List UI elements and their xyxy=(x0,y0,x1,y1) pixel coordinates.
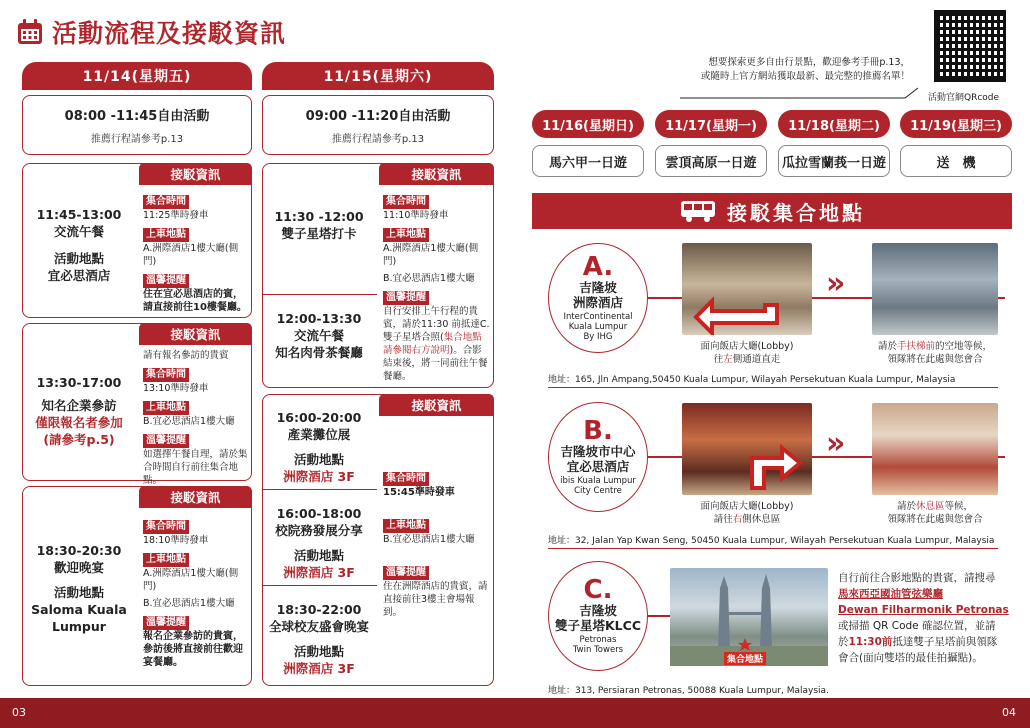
day1-transfer-1 xyxy=(139,163,252,314)
page-number-left: 03 xyxy=(12,706,26,719)
calendar-icon xyxy=(16,18,44,46)
activity-place: 宜必思酒店 xyxy=(47,268,111,283)
location-zh-1: 吉隆坡市中心 xyxy=(560,444,636,459)
reminder-text: 報名企業參訪的貴賓，參訪後將直接前往歡迎宴餐廳。 xyxy=(143,631,243,668)
reminder-tag: 溫馨提醒 xyxy=(143,434,189,448)
bus-icon xyxy=(679,199,717,223)
page-title: 活動流程及接駁資訊 xyxy=(52,19,287,48)
divider xyxy=(263,585,377,586)
left-arrow-icon xyxy=(682,243,812,335)
location-zh-2: 宜必思酒店 xyxy=(566,459,630,474)
day1-lunch-block xyxy=(22,163,252,318)
activity-time: 11:30 -12:00 xyxy=(274,209,364,224)
location-a-address: 地址：165, Jln Ampang,50450 Kuala Lumpur, Wilayah Persekutuan Kuala Lumpur, Malaysia xyxy=(548,372,998,388)
instr-line-4: 或掃描 QR Code 確認位置，並請 xyxy=(838,620,996,632)
transfer-header: 接駁資訊 xyxy=(379,163,494,185)
location-a-caption-2: 請於手扶梯前的空地等候， 領隊將在此處與您會合 xyxy=(877,341,993,365)
instr-line-6: 會合(面向雙塔的最佳拍攝點)。 xyxy=(838,652,983,664)
day1-lunch-info xyxy=(23,206,135,284)
trip-airport: 送 機 xyxy=(900,145,1012,177)
lounge-photo xyxy=(872,403,998,495)
reminder-tag: 溫馨提醒 xyxy=(383,291,429,305)
ibis-lobby-photo xyxy=(682,403,812,495)
transfer-header: 接駁資訊 xyxy=(139,323,252,345)
day1-dinner-info xyxy=(23,542,135,635)
transfer-header: 接駁資訊 xyxy=(379,394,494,416)
activity-name: 交流午餐 xyxy=(53,224,104,239)
double-chevron-right-icon: » xyxy=(826,426,846,461)
day1-transfer-3 xyxy=(139,486,252,669)
activity-time: 13:30-17:00 xyxy=(36,375,122,390)
activity-place: Saloma Kuala Lumpur xyxy=(31,602,127,634)
activity-time: 16:00-20:00 xyxy=(276,410,362,425)
day2-gala-info xyxy=(263,601,375,677)
day2-date-header: 11/15(星期六) xyxy=(262,62,494,90)
activity-time: 16:00-18:00 xyxy=(276,506,362,521)
pickup-location-b: B.宜必思酒店1樓大廳 xyxy=(143,598,235,609)
date-1116: 11/16(星期日) xyxy=(532,110,644,138)
day1-dinner-block xyxy=(22,486,252,686)
activity-name: 歡迎晚宴 xyxy=(53,560,104,575)
activity-name: 交流午餐 xyxy=(293,328,344,343)
free-activity-time: 09:00 -11:20自由活動 xyxy=(305,109,451,124)
location-zh-2: 洲際酒店 xyxy=(572,295,623,310)
activity-note-ref: (請參考p.5) xyxy=(43,432,115,447)
activity-name: 知名企業參訪 xyxy=(41,398,117,413)
activity-place: 洲際酒店 3F xyxy=(283,661,355,676)
pickup-location: A.洲際酒店1樓大廳(側門) xyxy=(143,243,239,267)
location-c-address: 地址：313, Persiaran Petronas, 50088 Kuala Lumpur, Malaysia. xyxy=(548,686,829,696)
meeting-time-tag: 集合時間 xyxy=(143,195,189,209)
reminder-text: 自行安排上午行程的貴賓，請於11:30 前抵達C.雙子星塔合照(集合地點請參閱右方說明)。合影結束後，將一同前往午餐餐廳。 xyxy=(383,306,490,382)
location-zh-1: 吉隆坡 xyxy=(579,603,617,618)
day2-lunch-info xyxy=(263,310,375,361)
reminder-text: 如選擇午餐自理，請於集合時間自行前往集合地點。 xyxy=(143,449,248,486)
qr-code-icon[interactable] xyxy=(934,10,1006,82)
activity-name: 校院務發展分享 xyxy=(275,523,363,538)
day2-afternoon-block xyxy=(262,394,494,686)
instr-venue-zh: 馬來西亞國油管弦樂廳 xyxy=(838,588,943,600)
activity-place-label: 活動地點 xyxy=(53,585,104,600)
location-en-2: Kuala Lumpur xyxy=(568,322,628,332)
meeting-time: 18:10準時發車 xyxy=(143,535,209,546)
meeting-time: 15:45準時發車 xyxy=(383,487,455,498)
meeting-point-marker: 集合地點 xyxy=(724,652,766,665)
day1-visit-info xyxy=(23,374,135,448)
day1-free-activity xyxy=(22,95,252,155)
day2-free-activity xyxy=(262,95,494,155)
pickup-tag: 上車地點 xyxy=(143,401,189,415)
location-en-2: City Centre xyxy=(574,486,622,496)
explore-note-line2: 或隨時上官方網站獲取最新、最完整的推薦名單！ xyxy=(700,71,910,82)
pickup-location-a: A.洲際酒店1樓大廳(側門) xyxy=(383,243,479,267)
page-number-right: 04 xyxy=(1002,706,1016,719)
meeting-time: 11:10準時發車 xyxy=(383,210,449,221)
instr-venue-en: Dewan Filharmonik Petronas xyxy=(838,604,1009,616)
activity-place-label: 活動地點 xyxy=(53,251,104,266)
activity-name: 全球校友盛會晚宴 xyxy=(268,619,369,634)
activity-name: 產業攤位展 xyxy=(287,427,351,442)
day2-transfer-2 xyxy=(379,394,494,619)
day2-sharing-info xyxy=(263,505,375,581)
day1-transfer-2 xyxy=(139,323,252,487)
page-footer xyxy=(0,698,1030,728)
trip-genting: 雲頂高原一日遊 xyxy=(655,145,767,177)
pickup-tag: 上車地點 xyxy=(143,228,189,242)
pickup-location-a: A.洲際酒店1樓大廳(側門) xyxy=(143,568,239,592)
location-letter: B. xyxy=(583,416,613,446)
trip-malacca: 馬六甲一日遊 xyxy=(532,145,644,177)
pickup-location: B.宜必思酒店1樓大廳 xyxy=(383,534,475,545)
right-arrow-icon xyxy=(682,403,812,495)
reminder-text: 住在洲際酒店的貴賓，請直接前往3樓主會場報到。 xyxy=(383,581,488,618)
explore-note xyxy=(640,56,910,84)
lobby-photo xyxy=(682,243,812,335)
divider xyxy=(263,489,377,490)
day2-photo-lunch-block xyxy=(262,163,494,388)
day1-visit-block xyxy=(22,323,252,486)
activity-place: 洲際酒店 3F xyxy=(283,469,355,484)
free-activity-ref: 推薦行程請參考p.13 xyxy=(331,134,425,145)
activity-time: 18:30-20:30 xyxy=(36,543,122,558)
double-chevron-right-icon: » xyxy=(826,266,846,301)
location-en-1: InterContinental xyxy=(563,312,633,322)
day2-booth-info xyxy=(263,409,375,485)
free-activity-ref: 推薦行程請參考p.13 xyxy=(90,134,184,145)
note-underline xyxy=(680,86,920,100)
activity-name: 雙子星塔打卡 xyxy=(281,226,357,241)
free-activity-time: 08:00 -11:45自由活動 xyxy=(64,109,210,124)
day1-date-header: 11/14(星期五) xyxy=(22,62,252,90)
location-letter: C. xyxy=(583,575,613,605)
activity-place-label: 活動地點 xyxy=(293,644,344,659)
escalator-photo xyxy=(872,243,998,335)
location-en-3: By IHG xyxy=(583,332,613,342)
meeting-time-tag: 集合時間 xyxy=(143,520,189,534)
date-1118: 11/18(星期二) xyxy=(778,110,890,138)
activity-time: 18:30-22:00 xyxy=(276,602,362,617)
pickup-tag: 上車地點 xyxy=(383,519,429,533)
transfer-header: 接駁資訊 xyxy=(139,163,252,185)
reminder-tag: 溫馨提醒 xyxy=(383,566,429,580)
meeting-time-tag: 集合時間 xyxy=(383,195,429,209)
activity-place: 洲際酒店 3F xyxy=(283,565,355,580)
pickup-locations-header xyxy=(532,193,1012,229)
location-letter: A. xyxy=(582,252,614,282)
instr-line-1: 自行前往合影地點的貴賓，請搜尋 xyxy=(838,572,996,584)
meeting-time-tag: 集合時間 xyxy=(143,368,189,382)
day2-photo-info xyxy=(263,208,375,242)
date-1117: 11/17(星期一) xyxy=(655,110,767,138)
transfer-header: 接駁資訊 xyxy=(139,486,252,508)
location-c-badge xyxy=(548,561,648,671)
reminder-text: 住在宜必思酒店的賓，請直接前往10樓餐廳。 xyxy=(143,289,247,313)
trip-kuala-selangor: 瓜拉雪蘭莪一日遊 xyxy=(778,145,890,177)
activity-place-label: 活動地點 xyxy=(293,452,344,467)
meeting-time: 11:25準時發車 xyxy=(143,210,209,221)
location-c-instructions: 自行前往合影地點的貴賓，請搜尋 馬來西亞國油管弦樂廳 Dewan Filharmonik Petronas 或掃描 QR Code 確認位置，並請 於11:30前抵達雙子星塔前與領隊 會合(面向雙塔的最佳拍攝點)。 xyxy=(838,570,1018,666)
pickup-location: B.宜必思酒店1樓大廳 xyxy=(143,416,235,427)
qr-label: 活動官網QRcode xyxy=(928,93,1000,103)
day2-transfer-1 xyxy=(379,163,494,383)
location-zh-2: 雙子星塔KLCC xyxy=(555,618,641,633)
activity-time: 11:45-13:00 xyxy=(36,207,122,222)
meeting-time: 13:10準時發車 xyxy=(143,383,209,394)
reminder-tag: 溫馨提醒 xyxy=(143,616,189,630)
location-b-address: 地址：32, Jalan Yap Kwan Seng, 50450 Kuala Lumpur, Wilayah Persekutuan Kuala Lumpur, Malaysia xyxy=(548,533,998,549)
pickup-location-b: B.宜必思酒店1樓大廳 xyxy=(383,273,475,284)
date-1119: 11/19(星期三) xyxy=(900,110,1012,138)
activity-place: 知名肉骨茶餐廳 xyxy=(275,345,363,360)
location-en-1: ibis Kuala Lumpur xyxy=(560,476,636,486)
pickup-locations-title: 接駁集合地點 xyxy=(727,200,865,225)
reminder-tag: 溫馨提醒 xyxy=(143,274,189,288)
location-a-badge xyxy=(548,243,648,353)
transfer-pre: 請有報名參訪的貴賓 xyxy=(143,350,229,361)
activity-time: 12:00-13:30 xyxy=(276,311,362,326)
divider xyxy=(263,294,377,295)
location-b-badge xyxy=(548,402,648,512)
pickup-tag: 上車地點 xyxy=(143,553,189,567)
pickup-tag: 上車地點 xyxy=(383,228,429,242)
location-a-caption-1: 面向飯店大廳(Lobby) 往左側通道直走 xyxy=(700,341,794,365)
location-en-2: Twin Towers xyxy=(572,645,624,655)
location-en-1: Petronas xyxy=(579,635,617,645)
location-pin-icon xyxy=(738,638,752,652)
explore-note-line1: 想要探索更多自由行景點，歡迎參考手冊p.13， xyxy=(708,57,910,68)
activity-note: 僅限報名者參加 xyxy=(35,415,123,430)
location-b-caption-2: 請於休息區等候， 領隊將在此處與您會合 xyxy=(887,501,983,525)
meeting-time-tag: 集合時間 xyxy=(383,472,429,486)
location-b-caption-1: 面向飯店大廳(Lobby) 請往右側休息區 xyxy=(700,501,794,525)
activity-place-label: 活動地點 xyxy=(293,548,344,563)
location-zh-1: 吉隆坡 xyxy=(579,280,617,295)
